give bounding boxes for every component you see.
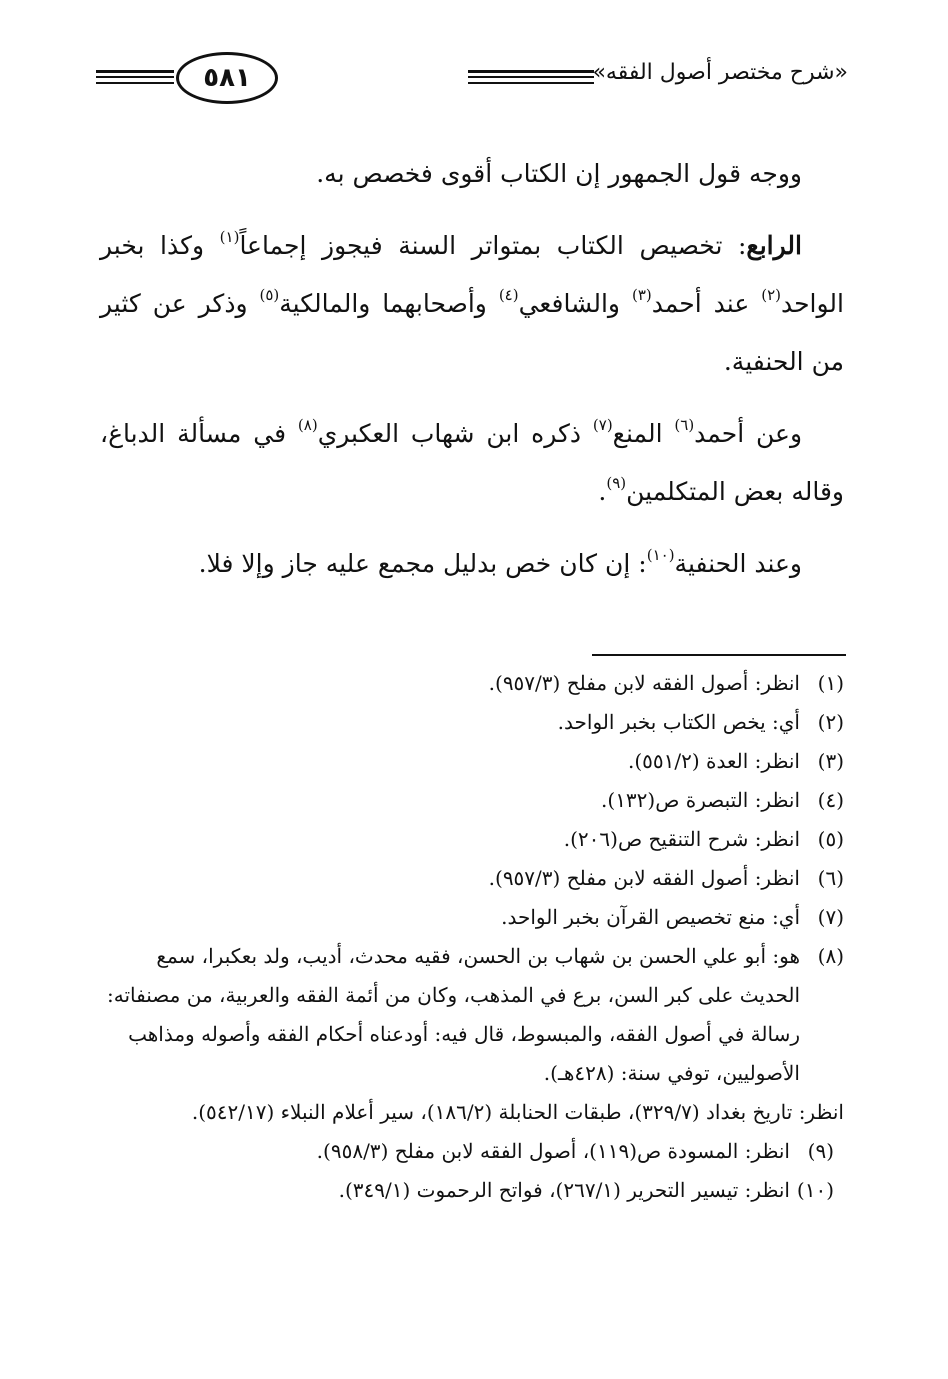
footnote-number: (٧): [817, 905, 844, 929]
footnote-item: [100, 859, 844, 898]
footnote-item: [100, 1171, 844, 1210]
footnote-text: انظر: تيسير التحرير (٢٦٧/١)، فواتح الرحموت (٣٤٩/١).: [338, 1178, 790, 1202]
footnote-item: [100, 820, 844, 859]
footnote-number: (٥): [817, 827, 844, 851]
footnote-ref[interactable]: (١٠): [646, 546, 675, 564]
footnote-text: هو: أبو علي الحسن بن شهاب بن الحسن، فقيه محدث، أديب، ولد بعكبرا، سمع الحديث على كبر السن، برع في المذهب، وكان من أئمة الفقه والعربية، من مصنفاته: رسالة في أصول الفقه، والمبسوط، قال فيه: أودعناه أحكام الفقه وأصوله ومذاهب الأصوليين، توفي سنة: (٤٢٨هـ).: [107, 944, 800, 1085]
footnote-item: [100, 703, 844, 742]
text-run: المنع: [612, 419, 675, 448]
footnote-text: انظر: أصول الفقه لابن مفلح (٩٥٧/٣).: [488, 671, 800, 695]
text-run: والشافعي: [518, 289, 632, 318]
footnote-ref[interactable]: (١): [219, 228, 240, 246]
footnote-ref[interactable]: (٤): [498, 286, 519, 304]
footnote-item: [100, 742, 844, 781]
footnote-number: (١): [817, 671, 844, 695]
footnote-ref[interactable]: (٢): [761, 286, 781, 304]
running-title: «شرح مختصر أصول الفقه»: [592, 60, 848, 85]
footnote-ref[interactable]: (٧): [592, 416, 613, 434]
footnote-ref[interactable]: (٥): [259, 286, 280, 304]
footnote-text: انظر: أصول الفقه لابن مفلح (٩٥٧/٣).: [488, 866, 800, 890]
text-run: عند أحمد: [651, 289, 762, 318]
main-text: [100, 145, 844, 607]
footnote-ref[interactable]: (٨): [297, 416, 318, 434]
footnote-ref[interactable]: (٦): [674, 416, 695, 434]
footnote-number: (٤): [817, 788, 844, 812]
footnote-item: [100, 664, 844, 703]
header-rule: [468, 70, 594, 84]
paragraph-2: [100, 217, 844, 391]
footnote-text: انظر: تاريخ بغداد (٣٢٩/٧)، طبقات الحنابلة (١٨٦/٢)، سير أعلام النبلاء (٥٤٢/١٧).: [191, 1100, 844, 1124]
text-run: وكذا بخبر الواحد: [100, 231, 844, 318]
footnote-number: (٩): [807, 1139, 834, 1163]
footnote-item: [100, 781, 844, 820]
footnotes: [100, 664, 844, 1210]
footnote-item: [100, 1132, 844, 1171]
paragraph-4: [100, 535, 844, 593]
text-run: وأصحابهما والمالكية: [279, 289, 499, 318]
footnote-text: انظر: شرح التنقيح ص(٢٠٦).: [563, 827, 800, 851]
text-run: .: [598, 477, 607, 506]
footnote-item: [100, 937, 844, 1093]
text-run: وعند الحنفية: [674, 549, 802, 578]
footnote-text: انظر: العدة (٥٥١/٢).: [628, 749, 800, 773]
footnote-number: (٦): [817, 866, 844, 890]
footnote-ref[interactable]: (٣): [631, 286, 652, 304]
footnote-number: (٢): [817, 710, 844, 734]
header-rule: [96, 70, 174, 84]
page-number-badge: ٥٨١: [176, 52, 278, 104]
page-header: [96, 40, 848, 120]
footnote-text: أي: منع تخصيص القرآن بخبر الواحد.: [501, 905, 800, 929]
text-run: وعن أحمد: [694, 419, 803, 448]
section-lead: الرابع: [746, 231, 802, 260]
footnote-text: انظر: التبصرة ص(١٣٢).: [601, 788, 800, 812]
footnote-separator: [592, 654, 846, 656]
footnote-item: [100, 898, 844, 937]
footnote-number: (١٠): [796, 1178, 834, 1202]
footnote-text: أي: يخص الكتاب بخبر الواحد.: [557, 710, 800, 734]
footnote-number: (٣): [817, 749, 844, 773]
footnote-continuation: [100, 1093, 844, 1132]
footnote-text: انظر: المسودة ص(١١٩)، أصول الفقه لابن مفلح (٩٥٨/٣).: [316, 1139, 790, 1163]
text-run: وذكر عن كثير من الحنفية.: [100, 289, 844, 376]
paragraph-1: ووجه قول الجمهور إن الكتاب أقوى فخصص به.: [316, 159, 802, 188]
footnote-ref[interactable]: (٩): [606, 474, 627, 492]
text-run: : إن كان خص بدليل مجمع عليه جاز وإلا فلا.: [198, 549, 647, 578]
text-run: في مسألة الدباغ، وقاله بعض المتكلمين: [100, 419, 844, 506]
footnote-number: (٨): [817, 944, 844, 968]
text-run: ذكره ابن شهاب العكبري: [317, 419, 593, 448]
text-run: : تخصيص الكتاب بمتواتر السنة فيجوز إجماعاً: [239, 231, 747, 260]
paragraph-3: [100, 405, 844, 521]
